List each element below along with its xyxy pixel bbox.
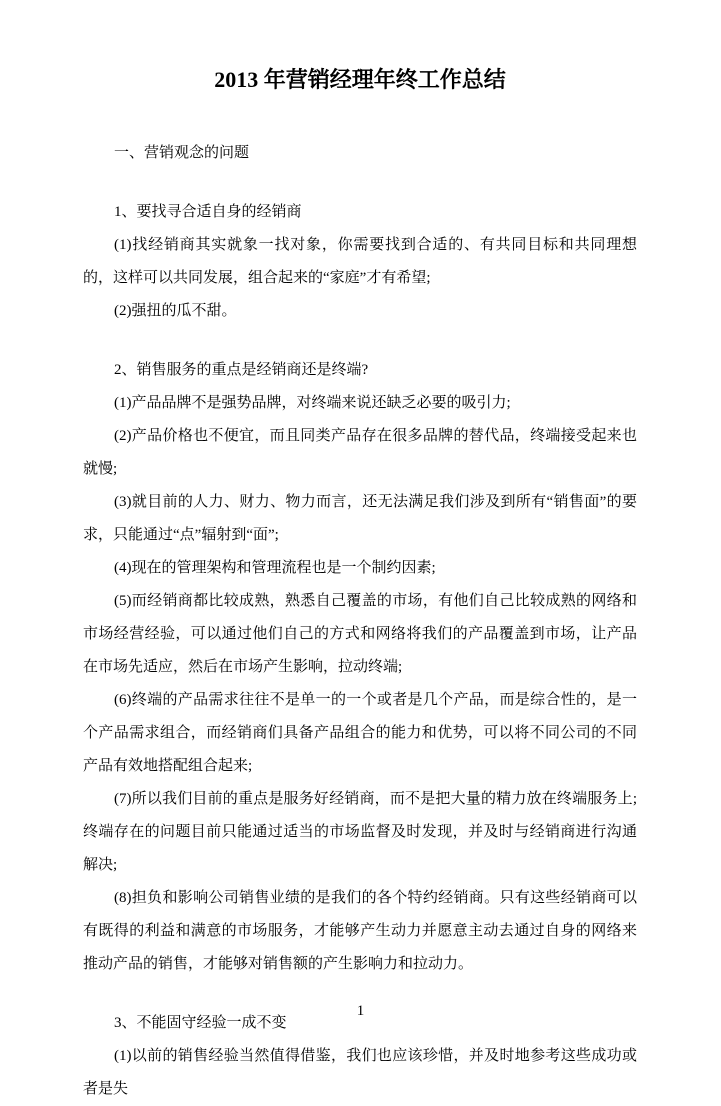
paragraph: (1)以前的销售经验当然值得借鉴，我们也应该珍惜，并及时地参考这些成功或者是失 xyxy=(83,1048,637,1097)
section-heading: 3、不能固守经验一成不变 xyxy=(114,1015,287,1031)
paragraph: (1)找经销商其实就象一找对象，你需要找到合适的、有共同目标和共同理想的，这样可以共同发展，组合起来的“家庭”才有希望; xyxy=(83,237,637,286)
paragraph: (3)就目前的人力、财力、物力而言，还无法满足我们涉及到所有“销售面”的要求，只能通过“点”辐射到“面”; xyxy=(83,494,637,543)
paragraph: (6)终端的产品需求往往不是单一的一个或者是几个产品，而是综合性的，是一个产品需求组合，而经销商们具备产品组合的能力和优势，可以将不同公司的不同产品有效地搭配组合起来; xyxy=(83,692,637,774)
section-heading: 1、要找寻合适自身的经销商 xyxy=(114,204,302,220)
paragraph: (2)强扭的瓜不甜。 xyxy=(114,303,237,319)
paragraph: (1)产品品牌不是强势品牌，对终端来说还缺乏必要的吸引力; xyxy=(114,395,511,411)
paragraph: (7)所以我们目前的重点是服务好经销商，而不是把大量的精力放在终端服务上;终端存在的问题目前只能通过适当的市场监督及时发现，并及时与经销商进行沟通解决; xyxy=(83,791,637,873)
blank-line xyxy=(83,328,637,354)
paragraph: (5)而经销商都比较成熟，熟悉自己覆盖的市场，有他们自己比较成熟的网络和市场经营经验，可以通过他们自己的方式和网络将我们的产品覆盖到市场，让产品在市场先适应，然后在市场产生影响，拉动终端; xyxy=(83,593,637,675)
paragraph: (2)产品价格也不便宜，而且同类产品存在很多品牌的替代品，终端接受起来也就慢; xyxy=(83,428,637,477)
blank-line xyxy=(83,170,637,196)
paragraph: (8)担负和影响公司销售业绩的是我们的各个特约经销商。只有这些经销商可以有既得的利益和满意的市场服务，才能够产生动力并愿意主动去通过自身的网络来推动产品的销售，才能够对销售额的产生影响力和拉动力。 xyxy=(83,890,637,972)
section-heading: 一、营销观念的问题 xyxy=(114,145,250,161)
document-title: 2013 年营销经理年终工作总结 xyxy=(214,67,506,92)
document-body xyxy=(83,137,637,1106)
page-number: 1 xyxy=(356,1003,365,1019)
section-heading: 2、销售服务的重点是经销商还是终端? xyxy=(114,362,369,378)
paragraph: (4)现在的管理架构和管理流程也是一个制约因素; xyxy=(114,560,436,576)
